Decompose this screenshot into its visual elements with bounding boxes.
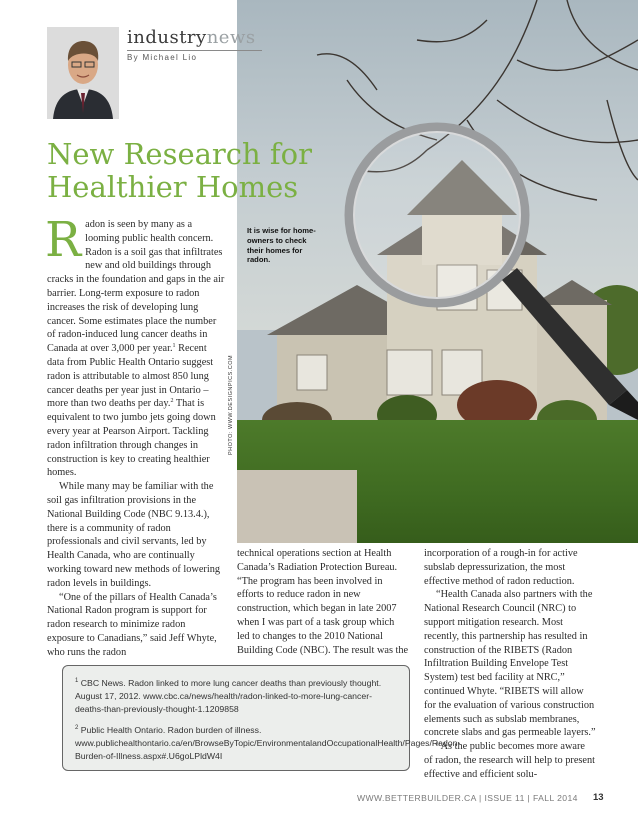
footnote-2 — [75, 724, 461, 764]
header-rule — [127, 50, 262, 51]
footnote-number: 2 — [75, 724, 79, 731]
footnote-ref: 2 — [170, 398, 174, 405]
magnifying-glass-icon — [237, 0, 638, 543]
paragraph-text: Recent data from Public Health Ontario suggest radon is attributable to almost 850 lung cancer deaths per year just in Ontario – more than two deaths per day. — [47, 343, 214, 410]
photo-credit: PHOTO: WWW.DESIGNPICS.COM — [228, 354, 234, 455]
paragraph: “One of the pillars of Health Canada’s National Radon program is support for radon research to minimize radon exposure to Canadians,” said Jeff Whyte, who runs the radon — [47, 591, 217, 658]
byline: By Michael Lio — [127, 53, 198, 62]
paragraph-text: That is equivalent to two jumbo jets going down every year at Pearson Airport. Tackling radon infiltration through changes in construction is key to creating healthier homes. — [47, 398, 216, 479]
article-column-2 — [237, 547, 409, 657]
page-number: 13 — [593, 792, 604, 803]
footnote-number: 1 — [75, 678, 79, 684]
paragraph: “As the public becomes more aware of radon, the research will help to present effective and efficient solu- — [424, 741, 595, 780]
footnote-1 — [75, 677, 399, 717]
paragraph: technical operations section at Health Canada’s Radiation Protection Bureau. “The program has been involved in efforts to reduce radon in new construction, which began in late 2007 when I was part of a task group which led to changes to the 2010 National Building Code (NBC). The result was the — [237, 548, 409, 656]
headline: New Research for Healthier Homes — [47, 137, 312, 204]
paragraph — [45, 212, 225, 480]
section-tag-industry: industry — [127, 27, 207, 48]
author-photo-icon — [47, 27, 119, 119]
house-photo — [237, 0, 638, 543]
drop-cap: R — [45, 212, 82, 268]
paragraph: While many may be familiar with the soil gas infiltration provisions in the National Building Code (NBC 9.13.4.), there is a community of radon professionals and civil servants, led by Health Canada, who are continually working toward new methods of lowering radon levels in buildings. — [47, 481, 221, 589]
footer-url: WWW.BETTERBUILDER.CA | ISSUE 11 | FALL 2014 — [357, 793, 578, 803]
paragraph: incorporation of a rough-in for active subslab depressurization, the most effective method of radon reduction. — [424, 548, 578, 587]
section-tag-news: news — [206, 27, 256, 48]
photo-caption: It is wise for home-owners to check their homes for radon. — [247, 226, 316, 265]
footnote-box — [62, 665, 461, 771]
footnote-text: CBC News. Radon linked to more lung cancer deaths than previously thought. August 17, 2012. www.cbc.ca/news/health/radon-linked-to-more-lung-cancer-deaths-than-previously-thought-1.1209858 — [75, 678, 382, 715]
paragraph-text: adon is seen by many as a looming public health concern. Radon is a soil gas that infiltrates new and old buildings through cracks in the foundation and gaps in the air barrier. Long-term exposure to radon increases the risk of developing lung cancer. Some estimates place the number of radon-induced lung cancer deaths in Canada at over 3,000 per year. — [47, 219, 225, 355]
author-portrait — [47, 27, 119, 119]
footnote-ref: 1 — [172, 343, 176, 350]
section-tag — [127, 27, 256, 48]
article-column-1 — [45, 212, 225, 660]
footnote-text: Public Health Ontario. Radon burden of illness. www.publichealthontario.ca/en/BrowseByTopic/EnvironmentalandOccupationalHealth/Pages/Radon-Burden-of-Illness.aspx#.U6goLPldW4I — [75, 724, 461, 762]
paragraph: “Health Canada also partners with the National Research Council (NRC) to support mitigation research. Most recently, this partnership has resulted in construction of the RIBETS (Radon Infiltration Building Envelope Test System) test bed facility at NRC,” continued Whyte. “RIBETS will allow for the evaluation of various construction elements such as subslab membranes, concrete slabs and gas permeable layers.” — [424, 589, 596, 739]
